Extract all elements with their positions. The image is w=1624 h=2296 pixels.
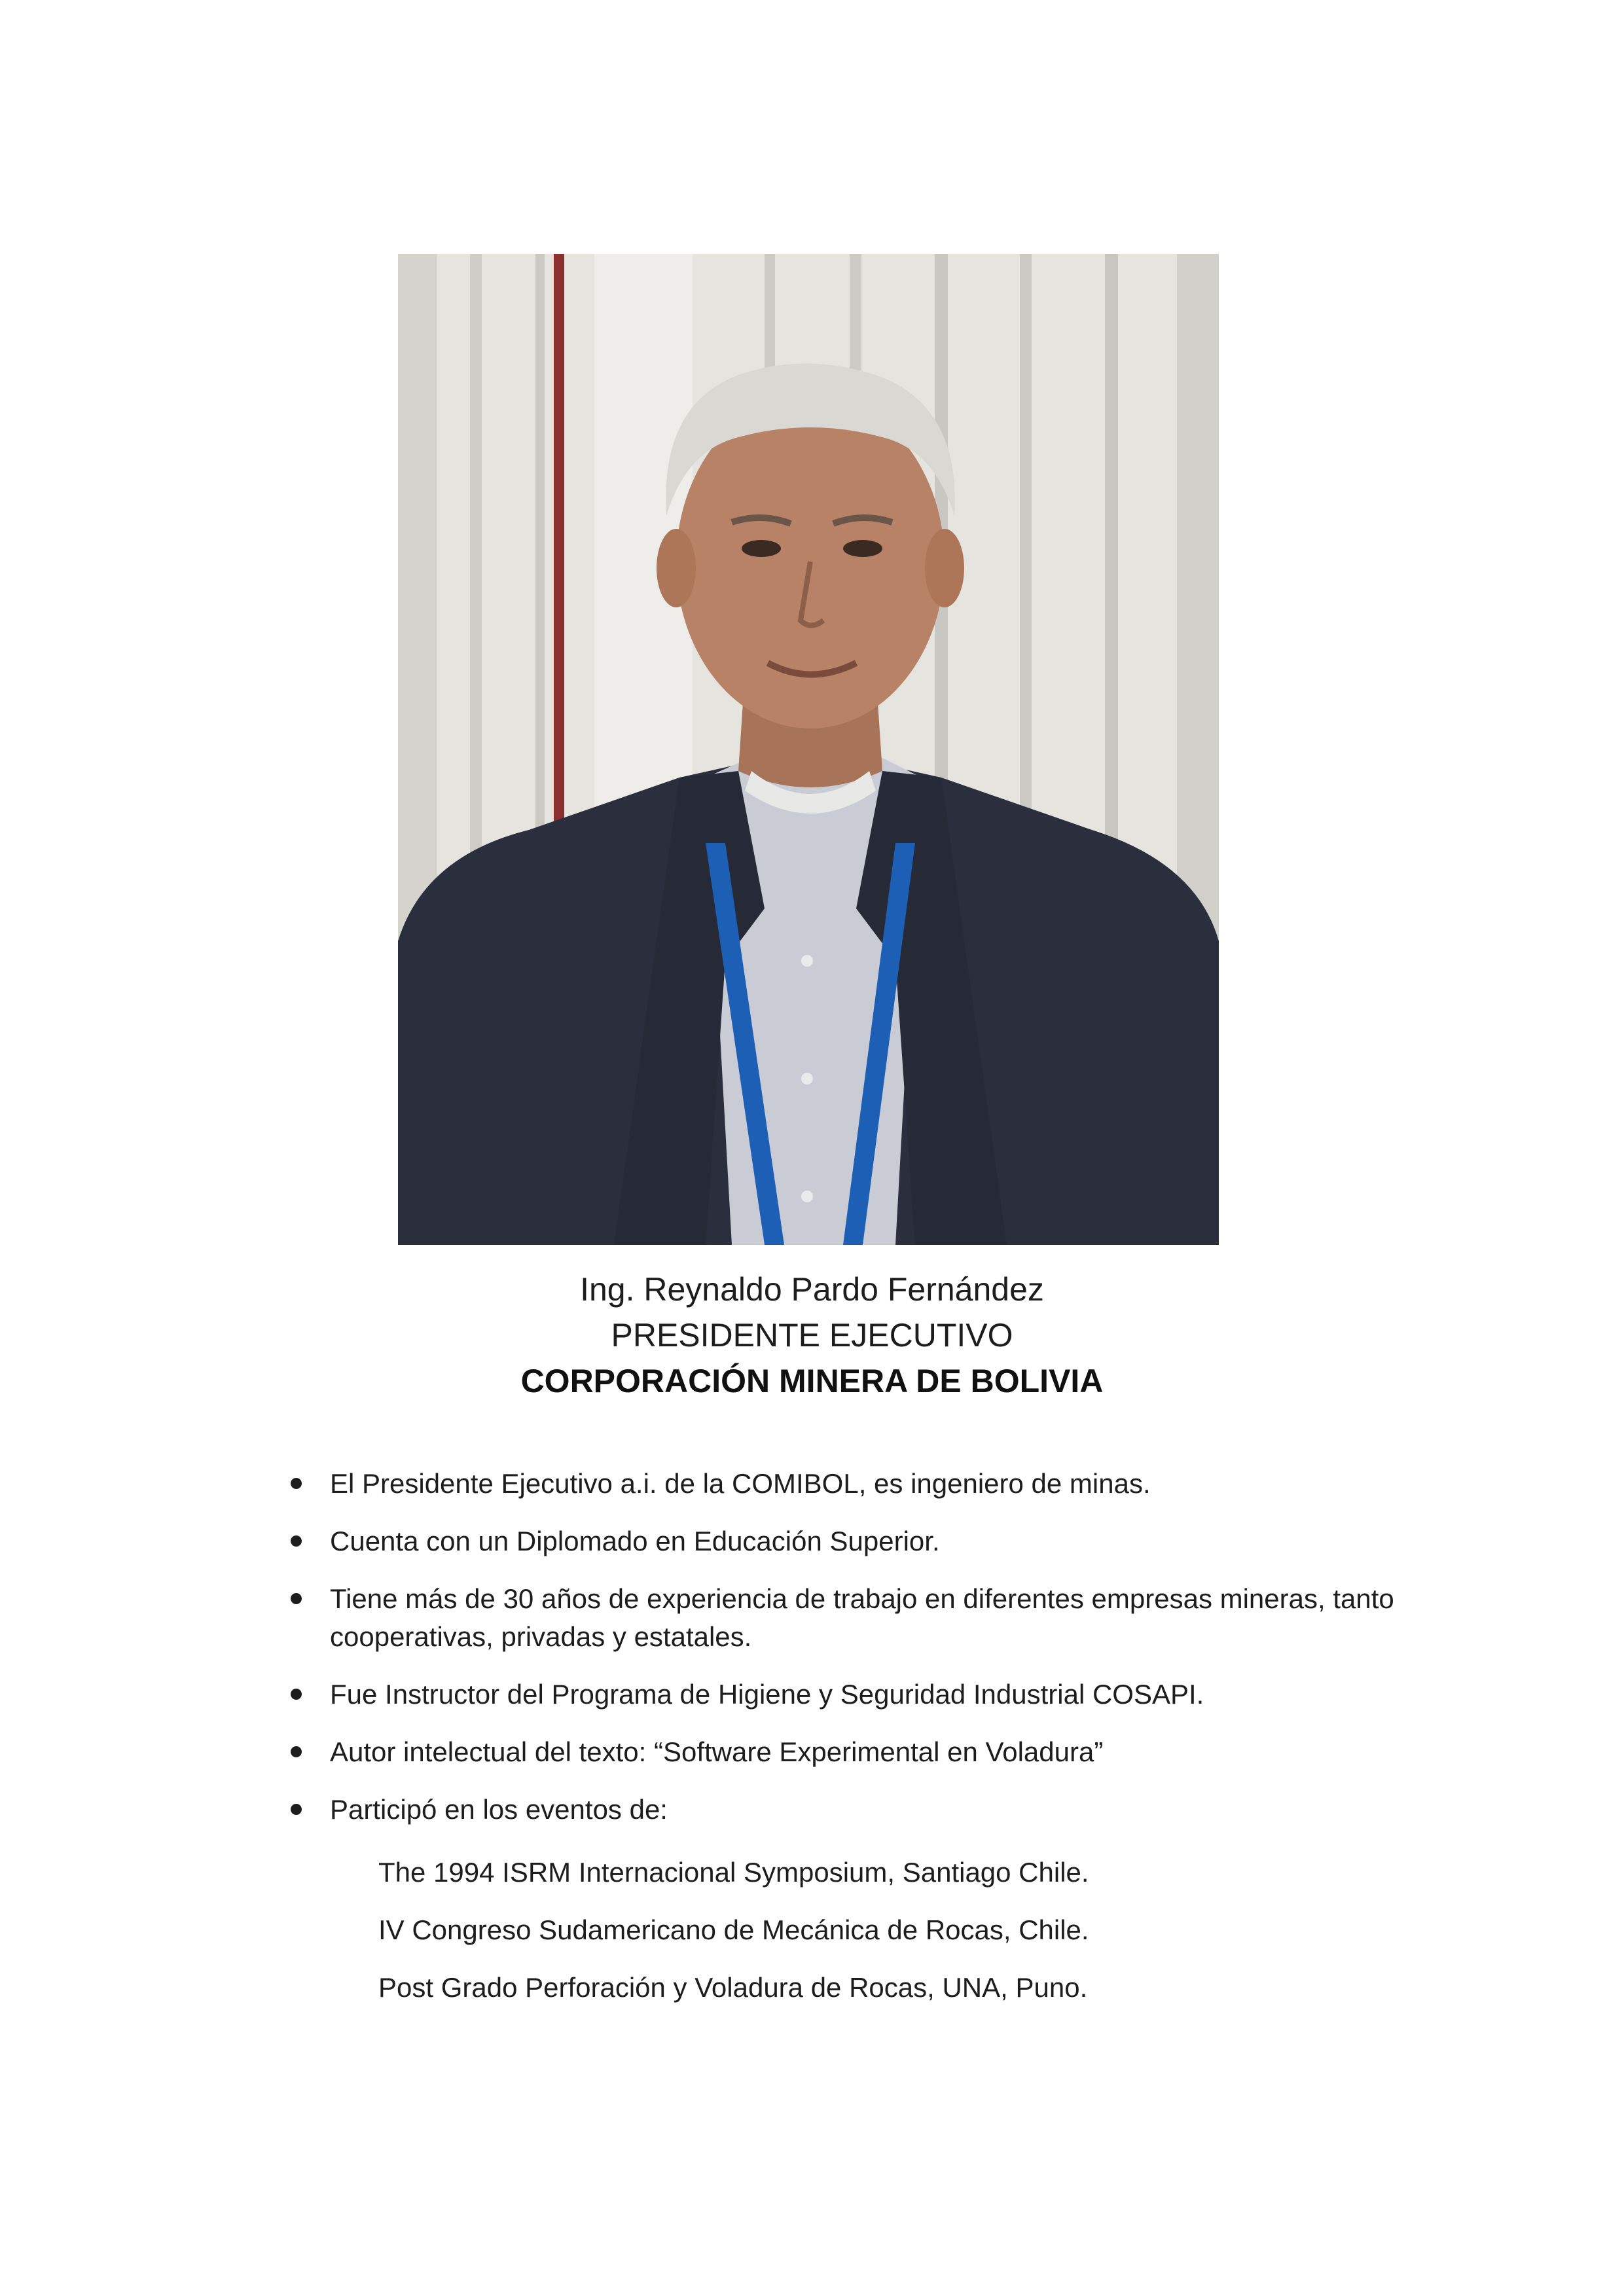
organization-name: CORPORACIÓN MINERA DE BOLIVIA: [520, 1363, 1104, 1399]
bullet-icon: [291, 1478, 302, 1489]
list-item: Autor intelectual del texto: “Software Experimental en Voladura”: [281, 1733, 1447, 1771]
portrait-photo: [398, 254, 1219, 1245]
events-list: [378, 1854, 1491, 2026]
bullet-icon: [291, 1804, 302, 1815]
person-name: Ing. Reynaldo Pardo Fernández: [580, 1271, 1044, 1308]
bullet-icon: [291, 1746, 302, 1757]
red-pole: [554, 254, 564, 843]
portrait-illustration: [398, 254, 1219, 1245]
person-position: PRESIDENTE EJECUTIVO: [611, 1317, 1013, 1354]
bullet-icon: [291, 1689, 302, 1700]
bullet-icon: [291, 1593, 302, 1604]
list-item: Cuenta con un Diplomado en Educación Superior.: [281, 1522, 1447, 1560]
list-item: El Presidente Ejecutivo a.i. de la COMIBOL, es ingeniero de minas.: [281, 1465, 1447, 1503]
event-item: IV Congreso Sudamericano de Mecánica de Rocas, Chile.: [378, 1914, 1089, 1945]
list-item: Participó en los eventos de:: [281, 1791, 1447, 1829]
event-item: The 1994 ISRM Internacional Symposium, Santiago Chile.: [378, 1857, 1089, 1888]
biography-bullet-list: [281, 1465, 1447, 1848]
bullet-icon: [291, 1535, 302, 1547]
event-item: Post Grado Perforación y Voladura de Rocas, UNA, Puno.: [378, 1972, 1088, 2003]
caption-block: [0, 1266, 1624, 1404]
list-item: Tiene más de 30 años de experiencia de trabajo en diferentes empresas mineras, tanto cooperativas, privadas y estatales.: [281, 1580, 1447, 1656]
list-item: Fue Instructor del Programa de Higiene y Seguridad Industrial COSAPI.: [281, 1676, 1447, 1713]
